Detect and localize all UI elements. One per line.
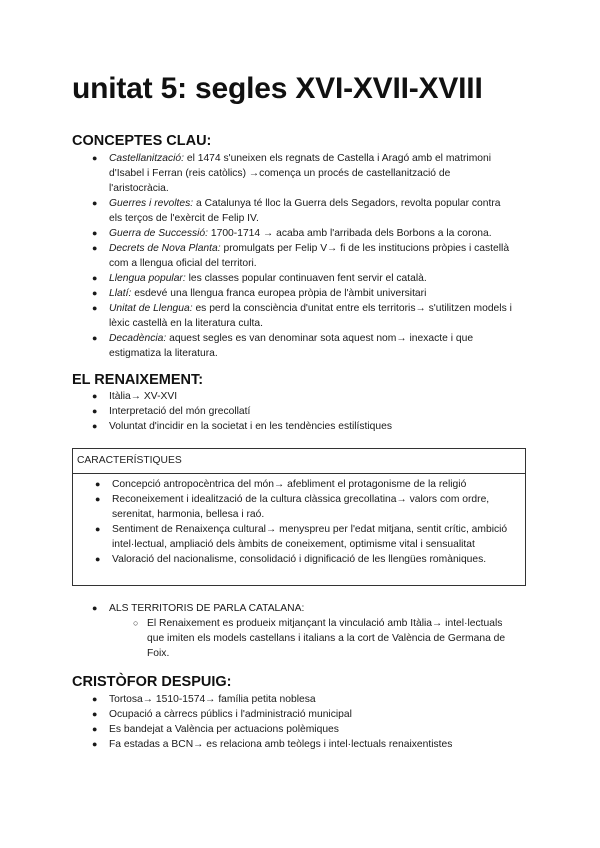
box-divider xyxy=(73,473,525,474)
page-title: unitat 5: segles XVI-XVII-XVIII xyxy=(72,72,483,105)
list-item: ● Valoració del nacionalisme, consolidació i dignificació de les llengües romàniques. xyxy=(95,554,487,565)
list-item: ● Reconeixement i idealització de la cultura clàssica grecollatina→ valors com ordre, serenitat, harmonia, bellesa i raó. xyxy=(95,494,490,520)
bullet-icon: ● xyxy=(92,303,98,313)
bullet-icon: ● xyxy=(92,333,98,343)
conceptes-heading: CONCEPTES CLAU: xyxy=(72,133,212,149)
list-item: ● Llatí: esdevé una llengua franca europea pròpia de l'àmbit universitari xyxy=(92,288,427,299)
list-item: ● Itàlia→ XV-XVI xyxy=(92,391,178,402)
territoris-sublist xyxy=(109,616,512,661)
hollow-bullet-icon: ○ xyxy=(133,618,139,628)
caracteristiques-list xyxy=(95,477,521,567)
bullet-icon: ● xyxy=(92,694,98,704)
list-item: ● Fa estadas a BCN→ es relaciona amb teòlegs i intel·lectuals renaixentistes xyxy=(92,739,453,750)
bullet-icon: ● xyxy=(95,494,101,504)
list-item: ● Voluntat d'incidir en la societat i en les tendències estilístiques xyxy=(92,421,393,432)
conceptes-list xyxy=(92,151,512,361)
bullet-icon: ● xyxy=(92,709,98,719)
list-item: ● Concepció antropocèntrica del món→ afebliment el protagonisme de la religió xyxy=(95,479,467,490)
bullet-icon: ● xyxy=(92,198,98,208)
list-item: ● Sentiment de Renaixença cultural→ menyspreu per l'edat mitjana, sentit crític, ambició intel·lectual, ampliació dels àmbits de coneixement, optimisme vital i sensualitat xyxy=(95,524,508,550)
territoris-list xyxy=(92,601,512,661)
caracteristiques-title: CARACTERÍSTIQUES xyxy=(77,455,182,466)
bullet-icon: ● xyxy=(92,243,98,253)
despuig-list xyxy=(92,692,512,752)
bullet-icon: ● xyxy=(92,391,98,401)
list-item: ● Unitat de Llengua: es perd la consciència d'unitat entre els territoris→ s'utilitzen models i lèxic castellà en la literatura culta. xyxy=(92,303,512,329)
bullet-icon: ● xyxy=(92,724,98,734)
bullet-icon: ● xyxy=(92,153,98,163)
list-item: ● Decrets de Nova Planta: promulgats per Felip V→ fi de les institucions pròpies i castellà com a llengua oficial del territori. xyxy=(92,243,510,269)
bullet-icon: ● xyxy=(92,603,98,613)
list-item: ● Tortosa→ 1510-1574→ família petita noblesa xyxy=(92,694,316,705)
list-item: ● Guerres i revoltes: a Catalunya té lloc la Guerra dels Segadors, revolta popular contra els terços de l'exèrcit de Felip IV. xyxy=(92,198,501,224)
caracteristiques-box xyxy=(72,448,526,586)
list-item: ● ALS TERRITORIS DE PARLA CATALANA: ○ El Renaixement es produeix mitjançant la vinculació amb Itàlia→ intel·lectuals que imiten els models castellans i italians a la cort de València de Germana de Foix. xyxy=(92,601,512,661)
list-item: ● Ocupació a càrrecs públics i l'administració municipal xyxy=(92,709,352,720)
bullet-icon: ● xyxy=(95,479,101,489)
bullet-icon: ● xyxy=(92,273,98,283)
sub-list-item: ○ El Renaixement es produeix mitjançant la vinculació amb Itàlia→ intel·lectuals que imiten els models castellans i italians a la cort de València de Germana de Foix. xyxy=(133,618,506,659)
bullet-icon: ● xyxy=(92,406,98,416)
list-item: ● Castellanització: el 1474 s'uneixen els regnats de Castella i Aragó amb el matrimoni d'Isabel i Ferran (reis catòlics) →comença un procés de castellanització de l'aristocràcia. xyxy=(92,153,492,194)
list-item: ● Es bandejat a València per actuacions polèmiques xyxy=(92,724,339,735)
bullet-icon: ● xyxy=(95,554,101,564)
list-item: ● Interpretació del món grecollatí xyxy=(92,406,251,417)
bullet-icon: ● xyxy=(95,524,101,534)
list-item: ● Guerra de Successió: 1700-1714 → acaba amb l'arribada dels Borbons a la corona. xyxy=(92,228,492,239)
bullet-icon: ● xyxy=(92,739,98,749)
bullet-icon: ● xyxy=(92,421,98,431)
list-item: ● Llengua popular: les classes popular continuaven fent servir el català. xyxy=(92,273,427,284)
bullet-icon: ● xyxy=(92,288,98,298)
renaixement-heading: EL RENAIXEMENT: xyxy=(72,372,204,388)
bullet-icon: ● xyxy=(92,228,98,238)
renaixement-list xyxy=(92,389,512,434)
list-item: ● Decadència: aquest segles es van denominar sota aquest nom→ inexacte i que estigmatiza la literatura. xyxy=(92,333,474,359)
despuig-heading: CRISTÒFOR DESPUIG: xyxy=(72,674,232,690)
